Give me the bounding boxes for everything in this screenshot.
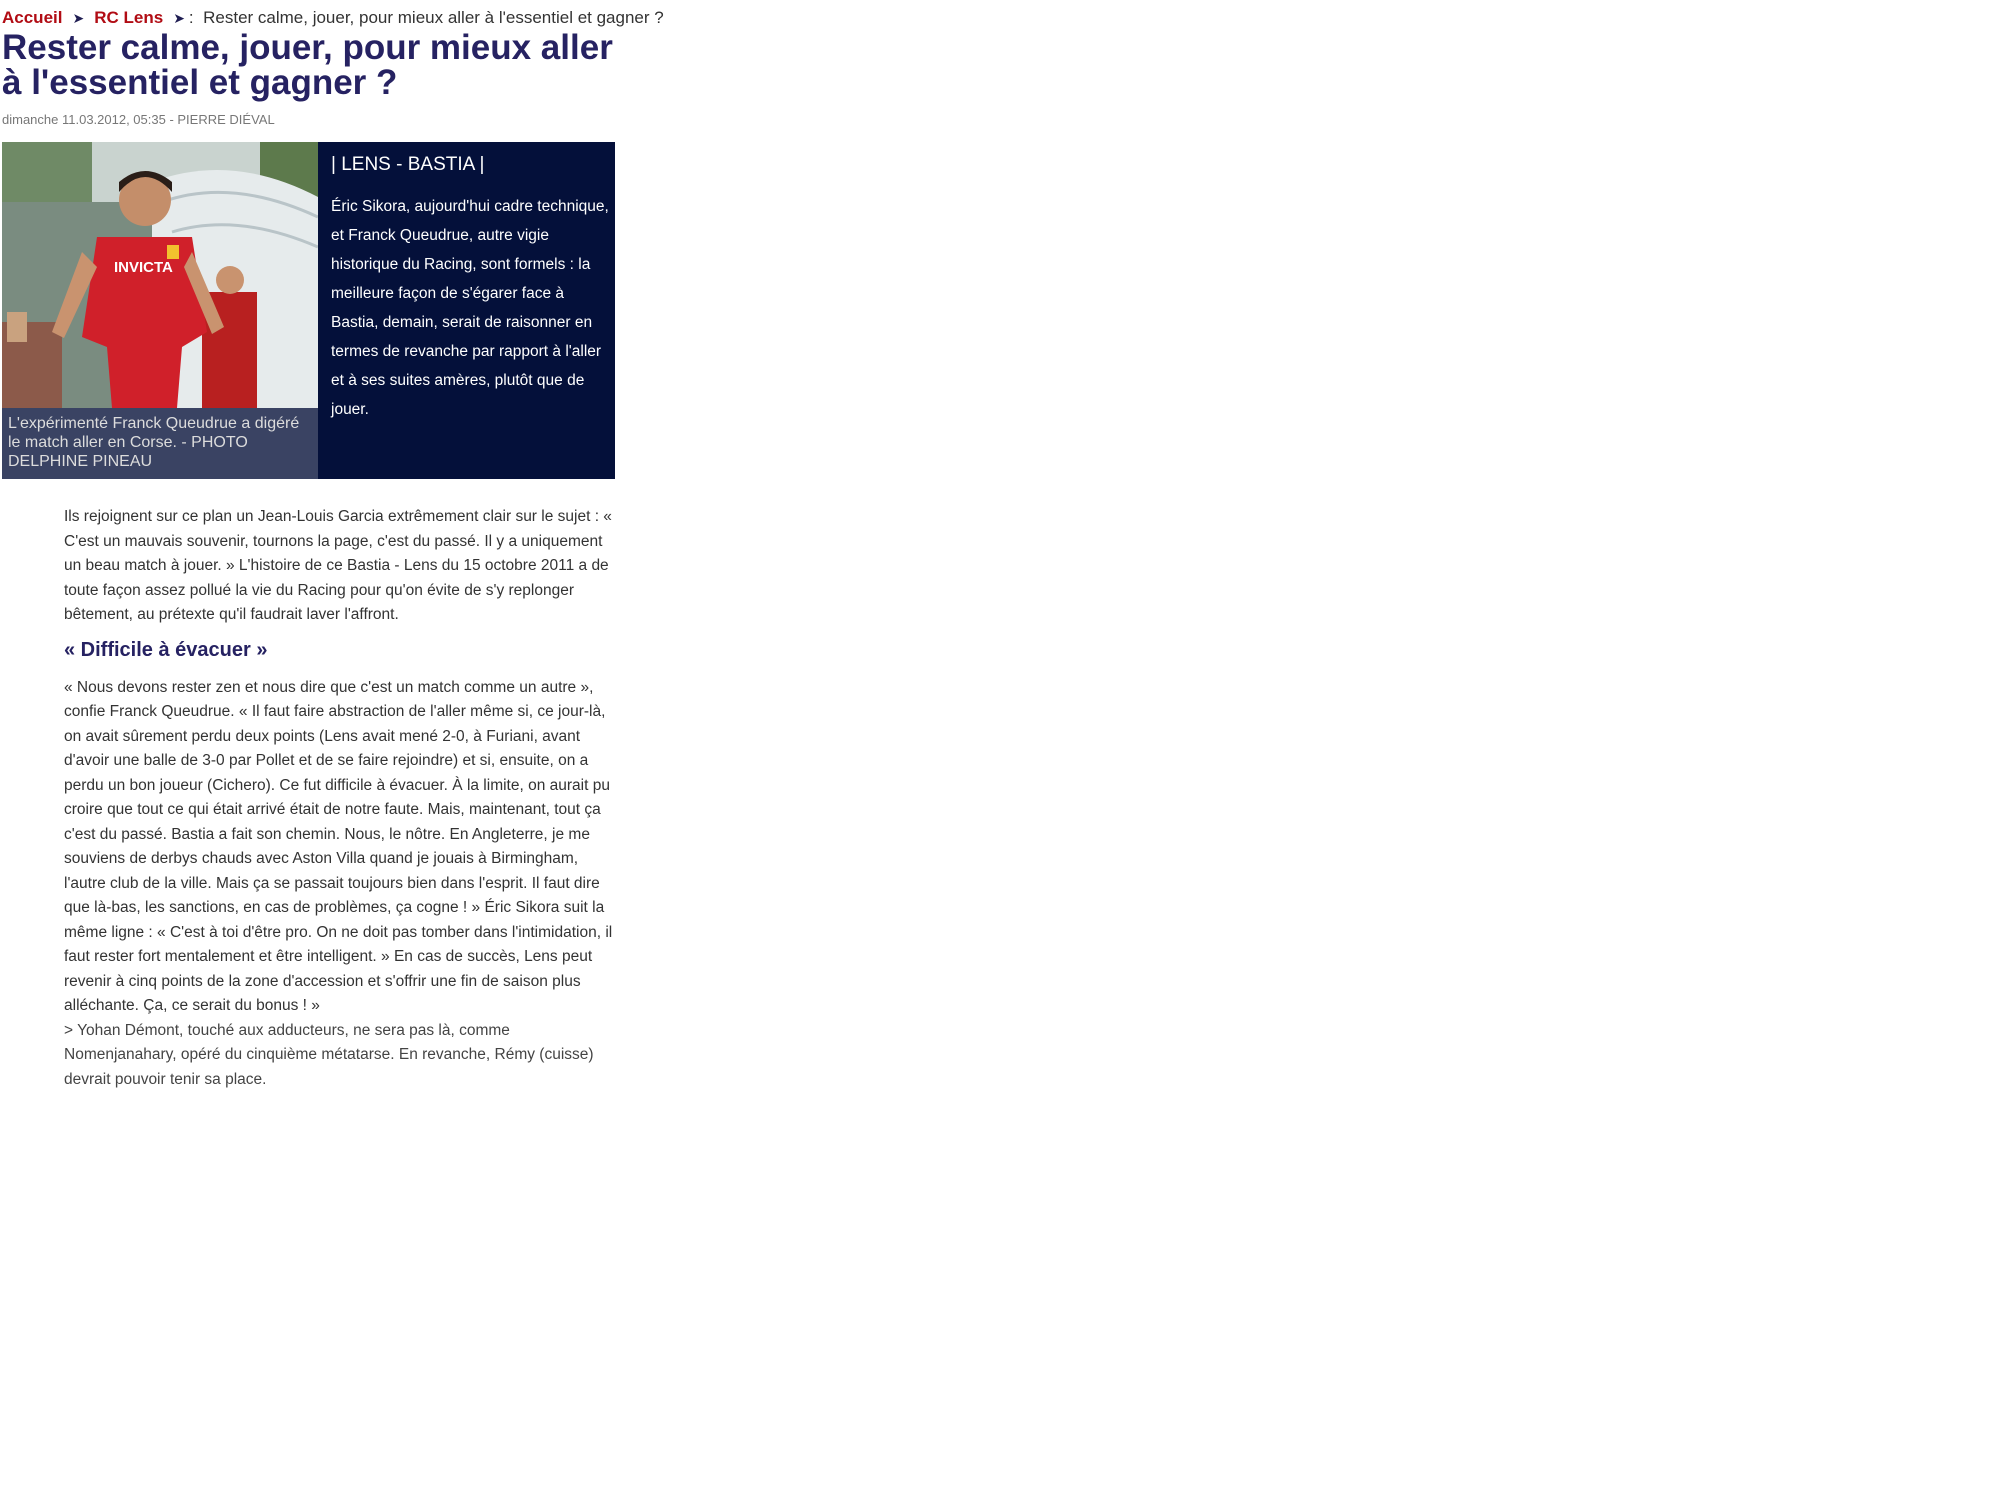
intro-title: | LENS - BASTIA | xyxy=(331,154,485,175)
breadcrumb-section-link[interactable]: RC Lens xyxy=(94,8,164,27)
article-subhead: « Difficile à évacuer » xyxy=(64,638,268,661)
article-note: > Yohan Démont, touché aux adducteurs, ne sera pas là, comme Nomenjanahary, opéré du cinquième métatarse. En revanche, Rémy (cuisse) devrait pouvoir tenir sa place. xyxy=(64,1021,594,1088)
photo-shirt-text: INVICTA xyxy=(114,259,173,276)
photo-caption: L'expérimenté Franck Queudrue a digéré le match aller en Corse. - PHOTO DELPHINE PINEAU xyxy=(2,408,318,479)
breadcrumb-arrow-icon: ➤ xyxy=(72,10,85,26)
article-title: Rester calme, jouer, pour mieux aller à l'essentiel et gagner ? xyxy=(2,28,613,102)
article-media-box xyxy=(2,142,615,479)
breadcrumb-separator: : xyxy=(188,8,194,27)
intro-text: Éric Sikora, aujourd'hui cadre technique, et Franck Queudrue, autre vigie historique du Racing, sont formels : la meilleure façon de s'égarer face à Bastia, demain, serait de raisonner en termes de revanche par rapport à l'aller et à ses suites amères, plutôt que de jouer. xyxy=(331,198,609,418)
breadcrumb-home-link[interactable]: Accueil xyxy=(2,8,63,27)
article-photo[interactable] xyxy=(2,142,318,408)
player-photo-image xyxy=(2,142,318,408)
article-body xyxy=(64,505,617,1092)
breadcrumb-current: Rester calme, jouer, pour mieux aller à l'essentiel et gagner ? xyxy=(203,8,664,27)
article-intro-box xyxy=(318,142,615,479)
breadcrumb xyxy=(2,7,664,29)
article-paragraph-2: « Nous devons rester zen et nous dire que c'est un match comme un autre », confie Franck Queudrue. « Il faut faire abstraction de l'aller même si, ce jour-là, on avait sûrement perdu deux points (Lens avait mené 2-0, à Furiani, avant d'avoir une balle de 3-0 par Pollet et de se faire rejoindre) et si, ensuite, on a perdu un bon joueur (Cichero). Ce fut difficile à évacuer. À la limite, on aurait pu croire que tout ce qui était arrivé était de notre faute. Mais, maintenant, tout ça c'est du passé. Bastia a fait son chemin. Nous, le nôtre. En Angleterre, je me souviens de derbys chauds avec Aston Villa quand je jouais à Birmingham, l'autre club de la ville. Mais ça se passait toujours bien dans l'esprit. Il faut dire que là-bas, les sanctions, en cas de problèmes, ça cogne ! » Éric Sikora suit la même ligne : « C'est à toi d'être pro. On ne doit pas tomber dans l'intimidation, il faut rester fort mentalement et être intelligent. » En cas de succès, Lens peut revenir à cinq points de la zone d'accession et s'offrir une fin de saison plus alléchante. Ça, ce serait du bonus ! » xyxy=(64,678,613,1014)
article-paragraph-1: Ils rejoignent sur ce plan un Jean-Louis Garcia extrêmement clair sur le sujet : « C'est un mauvais souvenir, tournons la page, c'est du passé. Il y a uniquement un beau match à jouer. » L'histoire de ce Bastia - Lens du 15 octobre 2011 a de toute façon assez pollué la vie du Racing pour qu'on évite de s'y replonger bêtement, au prétexte qu'il faudrait laver l'affront. xyxy=(64,508,612,623)
article-dateline: dimanche 11.03.2012, 05:35 - PIERRE DIÉVAL xyxy=(2,112,275,127)
breadcrumb-arrow-icon: ➤ xyxy=(173,10,185,26)
